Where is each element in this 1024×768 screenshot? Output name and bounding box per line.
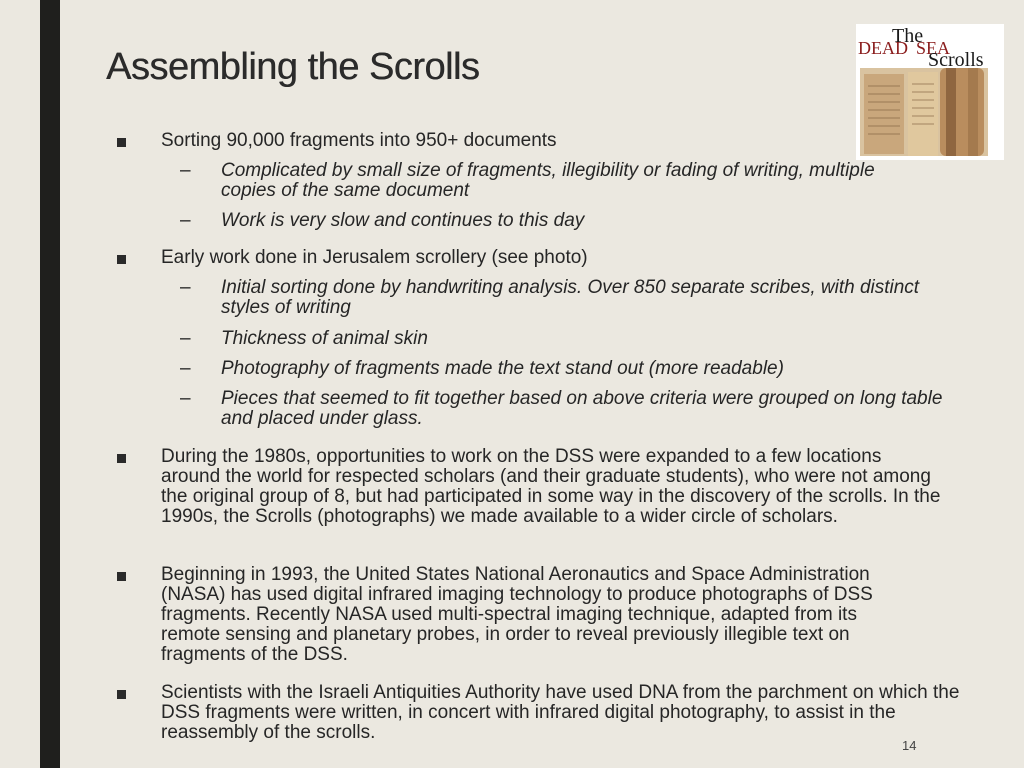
page-number: 14 bbox=[902, 738, 917, 753]
bullet-text: During the 1980s, opportunities to work on the DSS were expanded to a few locations around the world for respected scholars (and their graduate students), who were not among the original group of 8, but had participated in some way in the discovery of the scrolls. In the 1990s, the Scrolls (photographs) we made available to a wider circle of scholars. bbox=[161, 446, 941, 527]
bullet-text: Early work done in Jerusalem scrollery (see photo) bbox=[161, 247, 588, 268]
dash-bullet-icon: – bbox=[180, 210, 191, 231]
slide-title: Assembling the Scrolls bbox=[106, 46, 480, 88]
square-bullet-icon bbox=[117, 255, 126, 264]
sub-bullet-text: Initial sorting done by handwriting analysis. Over 850 separate scribes, with distinct styles of writing bbox=[221, 277, 920, 318]
logo-text-sea: Sea bbox=[916, 38, 951, 58]
logo-text-scrolls: Scrolls bbox=[928, 49, 984, 71]
square-bullet-icon bbox=[117, 454, 126, 463]
dash-bullet-icon: – bbox=[180, 358, 191, 379]
sub-bullet-text: Thickness of animal skin bbox=[221, 328, 428, 349]
square-bullet-icon bbox=[117, 572, 126, 581]
dash-bullet-icon: – bbox=[180, 277, 191, 298]
square-bullet-icon bbox=[117, 690, 126, 699]
dash-bullet-icon: – bbox=[180, 388, 191, 409]
bullet-text: Beginning in 1993, the United States National Aeronautics and Space Administration (NASA) has used digital infrared imaging technology to produce photographs of DSS fragments. Recently NASA used multi-spectral imaging technique, adapted from its remote sensing and planetary probes, in order to reveal previously illegible text on fragments of the DSS. bbox=[161, 564, 873, 665]
sub-bullet-text: Photography of fragments made the text stand out (more readable) bbox=[221, 358, 784, 379]
bullet-text: Scientists with the Israeli Antiquities Authority have used DNA from the parchment on which the DSS fragments were written, in concert with infrared digital photography, to assist in the reassembly of the scrolls. bbox=[161, 682, 960, 743]
dash-bullet-icon: – bbox=[180, 160, 191, 181]
logo-text-dead: Dead bbox=[858, 38, 908, 58]
sub-bullet-text: Complicated by small size of fragments, illegibility or fading of writing, multiple copies of the same document bbox=[221, 160, 875, 201]
dash-bullet-icon: – bbox=[180, 328, 191, 349]
square-bullet-icon bbox=[117, 138, 126, 147]
sub-bullet-text: Pieces that seemed to fit together based on above criteria were grouped on long table and placed under glass. bbox=[221, 388, 943, 429]
sub-bullet-text: Work is very slow and continues to this day bbox=[221, 210, 585, 231]
bullet-text: Sorting 90,000 fragments into 950+ documents bbox=[161, 130, 557, 151]
logo-text-the: The bbox=[892, 25, 924, 47]
